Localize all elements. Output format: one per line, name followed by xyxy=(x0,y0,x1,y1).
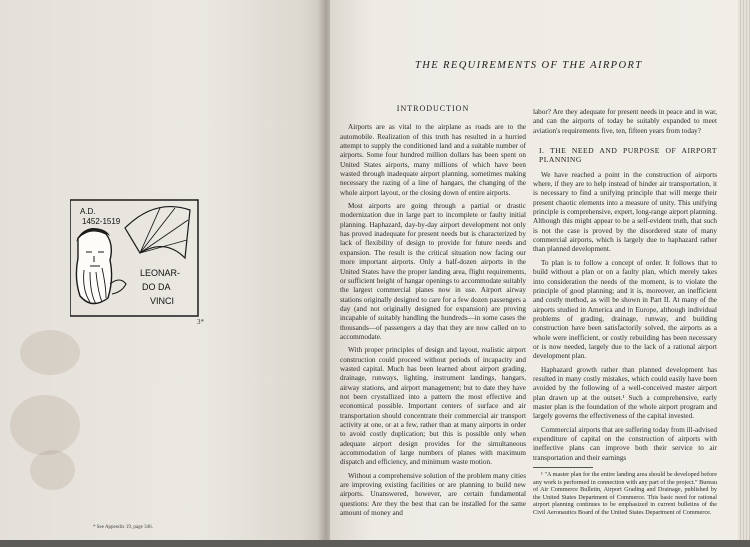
paragraph: With proper principles of design and layout, realistic airport construction could proceed without periods of incapacity and wasted capital. Much has been learned about airport grading, drainage, runways, lighting, instrument landings, hangars, airway stations, and airport management; but to date they have not been crystallized into a pattern the most effective and economical possible. Important centers of surface and air transportation should concentrate their commercial air transport activity at one, or at a few, rather than at many airports in order to avoid costly duplication; but this is possible only when adequate airport design provides for the simultaneous accommodation of large numbers of planes with maximum dispatch and efficiency, and minimum waste motion. xyxy=(340,346,526,467)
section-heading: I. THE NEED AND PURPOSE OF AIRPORT PLANNING xyxy=(539,146,717,165)
sketch-name-line1: LEONAR- xyxy=(140,268,181,278)
portrait-hand xyxy=(110,280,126,294)
page-edges xyxy=(738,0,750,547)
paragraph: Most airports are going through a partial or drastic modernization due in large part to incomplete or faulty initial planning. Haphazard, day-by-day airport development not only has proved inadequate for present needs but is characterized by lack of flexibility of design to provide for future needs and expansion. The result is the critical situation now facing our more important airports. Only a half-dozen airports in the United States have the proper landing area, flight requirements, or sufficient height of hangar openings to accommodate suitably the largest commercial planes now in use. Airport airway stations originally designed to care for a few dozen passengers a day (and not originally designed for expansion) are proving incapable of suitably handling the hundreds—in some cases the thousands—of passengers a day that they are now called on to accommodate. xyxy=(340,202,526,341)
paragraph: Haphazard growth rather than planned development has resulted in many costly mistakes, which could easily have been avoided by the following of a well-conceived master airport plan drawn up at the outset.¹ Such a comprehensive, early master plan is the foundation of the whole airport program and largely governs the effectiveness of the capital invested. xyxy=(533,365,717,421)
stain xyxy=(30,450,75,490)
leonardo-sketch xyxy=(70,198,200,318)
sketch-name-line3: VINCI xyxy=(150,296,175,306)
paragraph: labor? Are they adequate for present needs in peace and in war, and can the airports of today be suitably expanded to meet aviation's requirements five, ten, fifteen years from today? xyxy=(533,108,717,135)
intro-heading: INTRODUCTION xyxy=(396,104,470,113)
paragraph: We have reached a point in the construction of airports where, if they are to help instead of hinder air transportation, it is necessary to find a unifying principle that will merge their present chaotic elements into a measure of unity. This unifying principle is comprehensive, expert, long-range airport planning. Although this might appear to be a self-evident truth, that such is not the case is proved by the disordered state of many commercial airports, which is largely due to haphazard rather than planned development. xyxy=(533,170,717,254)
paragraph: Commercial airports that are suffering today from ill-advised expenditure of capital on the construction of airports with ineffective plans can improve both their service to air transportation and their earnings xyxy=(533,425,717,462)
stain xyxy=(20,330,80,375)
sketch-year-label: A.D. xyxy=(80,207,96,216)
paragraph: Without a comprehensive solution of the problem many cities are improving existing facilities or are planning to build new airports. Unanswered, however, are certain fundamental questions: Are they the best that can be installed for the same amount of money and xyxy=(340,471,526,518)
running-head: THE REQUIREMENTS OF THE AIRPORT xyxy=(415,60,643,71)
stain xyxy=(10,395,80,455)
page-number: 3* xyxy=(197,318,204,326)
wing-ribs xyxy=(140,208,188,253)
paragraph: To plan is to follow a concept of order. It follows that to build without a plan or on a faulty plan, which merely takes into consideration the needs of the moment, is to violate the principle of good planning; and it is, moreover, an inefficient and costly method, as will be shown in Part II. At many of the airports studied in America and in Europe, although individual problems of grading, drainage, runway, and building construction have been satisfactorily solved, the airports as a whole were inefficient, or costly rebuilding has been necessary or is now needed, largely due to the lack of a rational airport development plan. xyxy=(533,258,717,361)
left-footnote: * See Appendix 19, page 346. xyxy=(93,525,153,530)
portrait-head xyxy=(76,231,111,304)
paragraph: Airports are as vital to the airplane as roads are to the automobile. Realization of this truth has resulted in a hurried attempt to supply the conditioned land and a suitable number of airports. Some four hundred million dollars has been spent on United States airports, many millions of which have been wasted through inadequate airport planning, sometimes making necessary the razing of a line of hangars, the changing of the whole airport layout, or the closing down of entire airports. xyxy=(340,123,526,197)
text-column-right xyxy=(533,108,717,521)
text-column-left xyxy=(340,104,526,522)
sketch-years: 1452-1519 xyxy=(82,217,121,226)
left-page xyxy=(0,0,328,547)
bottom-shadow xyxy=(0,540,750,547)
footnote: ¹ "A master plan for the entire landing area should be developed before any work is performed in connection with any part of the project." Bureau of Air Commerce Bulletin, Airport Grading and Drainage, published by the United States Department of Commerce. This basic need for rational airport planning continues to be emphasized in current bulletins of the Civil Aeronautics Board of the United States Department of Commerce. xyxy=(533,471,717,516)
sketch-name-line2: DO DA xyxy=(142,282,171,292)
footnote-rule xyxy=(533,467,593,468)
